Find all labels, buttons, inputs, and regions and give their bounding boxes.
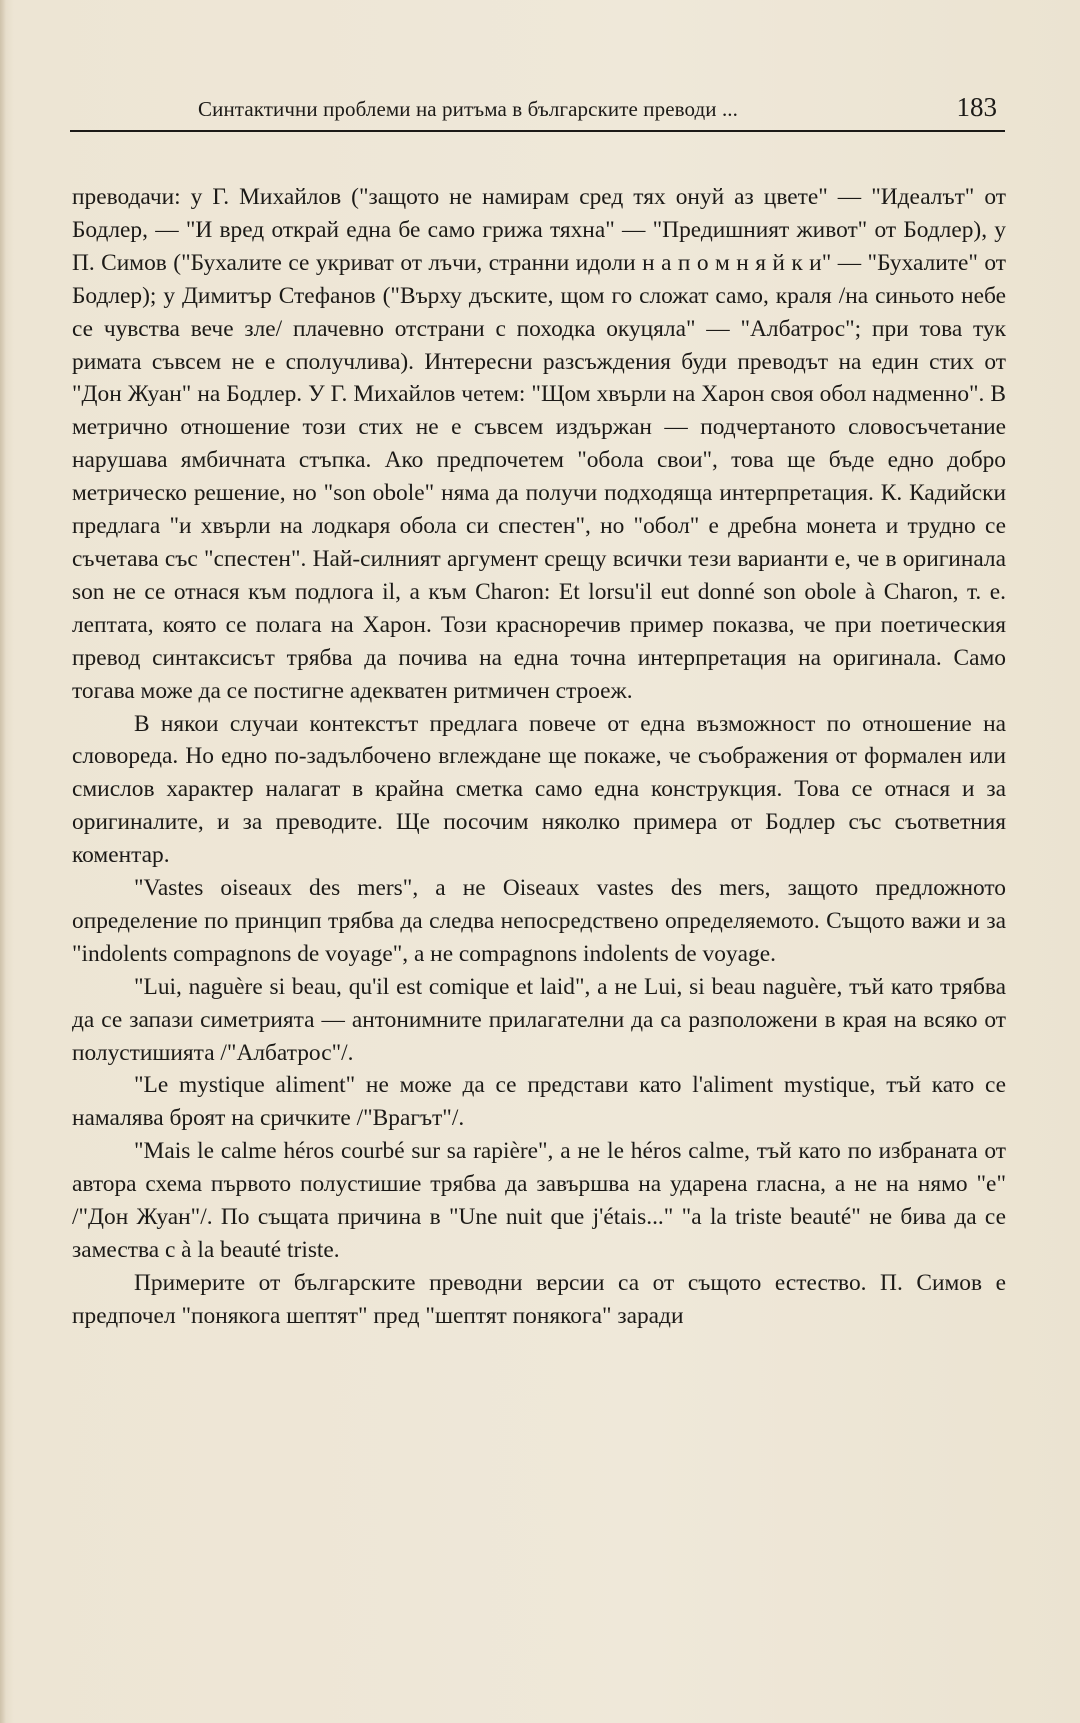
- paragraph-6: "Mais le calme héros courbé sur sa rapière", а не le héros calme, тъй като по избраната от автора схема първото полустишие трябва да завършва на ударена гласна, а не на нямо "е" /"Дон Жуан"/. По същата причина в "Une nuit que j'étais..." "a la triste beauté" не бива да се замества с à la beauté triste.: [72, 1138, 1006, 1263]
- paragraph-7: Примерите от българските преводни версии са от същото естество. П. Симов е предпочел "понякога шептят" пред "шептят понякога" заради: [72, 1269, 1006, 1329]
- paragraph-2: В някои случаи контекстът предлага повече от една възможност по отношение на словореда. Но едно по-задълбочено вглеждане ще покаже, че съображения от формален или смислов характер налагат в крайна сметка само една конструкция. Това се отнася и за оригиналите, и за преводите. Ще посочим няколко примера от Бодлер със съответния коментар.: [72, 710, 1006, 869]
- paragraph-3: "Vastes oiseaux des mers", а не Oiseaux vastes des mers, защото предложното определение по принцип трябва да следва непосредствено определяемото. Същото важи и за "indolents compagnons de voyage", а не compagnons indolents de voyage.: [72, 875, 1006, 967]
- paragraph-1: преводачи: у Г. Михайлов ("защото не намирам сред тях онуй аз цвете" — "Идеалът" от Бодлер, — "И вред открай една бе само грижа тяхна" — "Предишният живот" от Бодлер), у П. Симов ("Бухалите се укриват от лъчи, странни идоли н а п о м н я й к и" — "Бухалите" от Бодлер); у Димитър Стефанов ("Върху дъските, щом го сложат само, краля /на синьото небе се чувства вече зле/ плачевно отстрани с походка окуцяла" — "Албатрос"; при това тук римата съвсем не е сполучлива). Интересни разсъждения буди преводът на един стих от "Дон Жуан" на Бодлер. У Г. Михайлов четем: "Щом хвърли на Харон своя обол надменно". В метрично отношение този стих не е съвсем издържан — подчертаното словосъчетание нарушава ямбичната стъпка. Ако предпочетем "обола свои", това ще бъде едно добро метрическо решение, но "son obole" няма да получи подходяща интерпретация. К. Кадийски предлага "и хвърли на лодкаря обола си спестен", но "обол" е дребна монета и трудно се съчетава със "спестен". Най-силният аргумент срещу всички тези варианти е, че в оригинала son не се отнася към подлога il, а към Charon: Et lorsu'il eut donné son obole à Charon, т. е. лептата, която се полага на Харон. Този красноречив пример показва, че при поетическия превод синтаксисът трябва да почива на една точна интерпретация на оригинала. Само тогава може да се постигне адекватен ритмичен строеж.: [72, 184, 1006, 704]
- page-number: 183: [956, 92, 997, 122]
- spine-shadow: [0, 0, 6, 1723]
- running-header-title: Синтактични проблеми на ритъма в българските преводи ...: [198, 97, 739, 121]
- paragraph-5: "Le mystique aliment" не може да се представи като l'aliment mystique, тъй като се намалява броят на сричките /"Врагът"/.: [72, 1072, 1006, 1132]
- running-header: [70, 94, 1005, 132]
- body-text: [72, 181, 1006, 1333]
- paragraph-4: "Lui, naguère si beau, qu'il est comique et laid", а не Lui, si beau naguère, тъй като трябва да се запази симетрията — антонимните прилагателни да са разположени в края на всяко от полустишията /"Албатрос"/.: [72, 973, 1006, 1066]
